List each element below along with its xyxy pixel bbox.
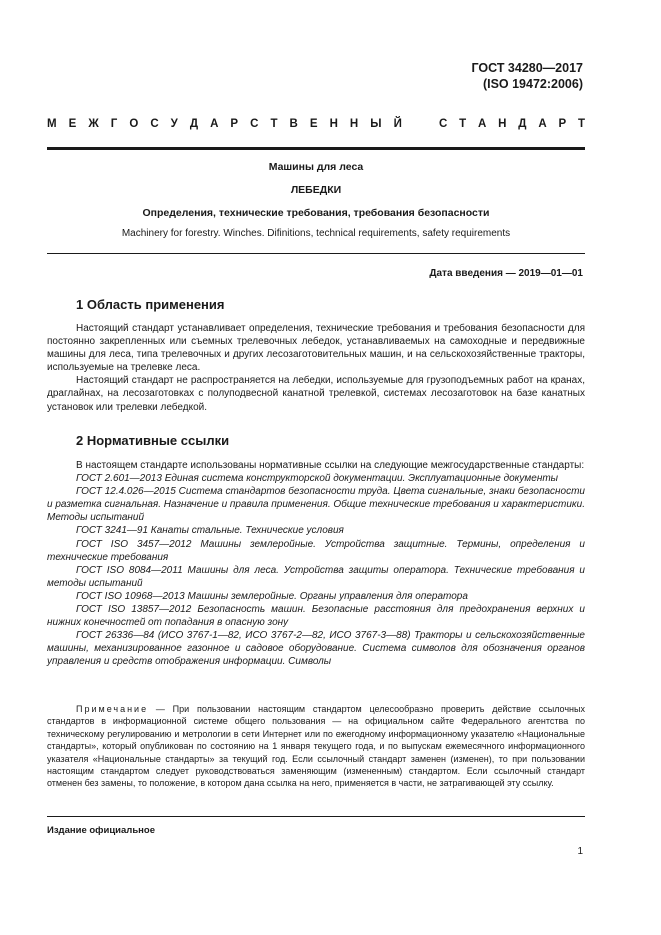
banner-letter: Е	[68, 118, 77, 130]
iso-number: (ISO 19472:2006)	[482, 77, 583, 91]
title-category: Машины для леса	[268, 161, 364, 173]
note-label: Примечание	[76, 704, 149, 714]
banner-letter: Д	[518, 118, 527, 130]
banner-letter: А	[538, 118, 547, 130]
banner-letter: У	[170, 118, 178, 130]
title-english: Machinery for forestry. Winches. Difinitions, technical requirements, safety requirements	[121, 228, 511, 239]
reference-item: ГОСТ ISO 8084—2011 Машины для леса. Устройства защиты оператора. Технические требования и методы испытаний	[47, 564, 585, 589]
document-number-block	[471, 60, 583, 92]
section-2-intro: В настоящем стандарте использованы нормативные ссылки на следующие межгосударственные стандарты:	[76, 460, 585, 471]
banner-word-interstate	[47, 118, 402, 130]
page-number: 1	[577, 846, 583, 857]
reference-item: ГОСТ ISO 10968—2013 Машины землеройные. Органы управления для оператора	[76, 590, 468, 602]
banner-word-standard	[439, 118, 585, 130]
banner-letter: Ж	[88, 118, 99, 130]
section-1-heading: 1 Область применения	[76, 297, 225, 312]
titles-divider	[47, 253, 585, 254]
banner-letter: С	[439, 118, 448, 130]
banner-letter: О	[129, 118, 139, 130]
standard-type-banner	[47, 118, 585, 130]
banner-letter: М	[47, 118, 57, 130]
title-subtitle: Определения, технические требования, требования безопасности	[142, 207, 490, 219]
section-1-paragraph-1: Настоящий стандарт устанавливает определения, технические требования и требования безопасности для постоянно закрепленных или съемных трелевочных лебедок, устанавливаемых на самоходные и передвижные машины для леса, типа трелевочных и других лесозаготовительных машин, и на сельскохозяйственные тракторы, используемые на трелевке леса.	[47, 323, 585, 374]
reference-item: ГОСТ ISO 13857—2012 Безопасность машин. Безопасные расстояния для предохранения верхних и нижних конечностей от попадания в опасную зону	[47, 604, 585, 629]
title-name: ЛЕБЕДКИ	[290, 184, 342, 196]
reference-item: ГОСТ ISO 3457—2012 Машины землеройные. Устройства защитные. Термины, определения и технические требования	[47, 538, 585, 563]
reference-item: ГОСТ 2.601—2013 Единая система конструкторской документации. Эксплуатационные документы	[76, 473, 559, 485]
section-2-heading: 2 Нормативные ссылки	[76, 433, 230, 448]
banner-letter: А	[210, 118, 219, 130]
reference-item: ГОСТ 12.4.026—2015 Система стандартов безопасности труда. Цвета сигнальные, знаки безопасности и разметка сигнальная. Назначение и правила применения. Общие технические требования и характеристики. Методы испытаний	[47, 486, 585, 524]
banner-letter: В	[289, 118, 298, 130]
banner-letter: Т	[577, 118, 585, 130]
header-divider-thick	[47, 147, 585, 150]
reference-item: ГОСТ 26336—84 (ИСО 3767-1—82, ИСО 3767-2—82, ИСО 3767-3—88) Тракторы и сельскохозяйственные машины, механизированное газонное и садовое оборудование. Система символов для обозначения органов управления и средств отображения информации. Символы	[47, 630, 585, 668]
official-edition-label: Издание официальное	[47, 825, 155, 836]
reference-item: ГОСТ 3241—91 Канаты стальные. Технические условия	[76, 525, 344, 537]
banner-letter: Г	[110, 118, 118, 130]
reference-note	[47, 703, 585, 790]
banner-letter: Р	[230, 118, 239, 130]
section-1-paragraph-2: Настоящий стандарт не распространяется на лебедки, используемые для грузоподъемных работ на кранах, драглайнах, на лесозаготовках с полуподвесной канатной трелевкой, системах лесозаготовок на базе канатных установок или трелевки лебедкой.	[47, 375, 585, 413]
banner-letter: Н	[498, 118, 507, 130]
banner-letter: Н	[329, 118, 338, 130]
banner-letter: Н	[349, 118, 359, 130]
banner-letter: Т	[270, 118, 278, 130]
banner-letter: Р	[558, 118, 567, 130]
banner-letter: С	[250, 118, 259, 130]
banner-letter: Е	[309, 118, 318, 130]
footer-divider	[47, 816, 585, 817]
banner-letter: Ы	[370, 118, 382, 130]
banner-letter: Й	[393, 118, 402, 130]
section-1-body	[47, 322, 585, 414]
note-text: — При пользовании настоящим стандартом целесообразно проверить действие ссылочных стандартов в информационной системе общего пользования — на официальном сайте Федерального агентства по техническому регулированию и метрологии в сети Интернет или по ежегодному информационному указателю «Национальные стандарты», который опубликован по состоянию на 1 января текущего года, и по выпускам ежемесячного информационного указателя «Национальные стандарты» за текущий год. Если ссылочный стандарт заменен (изменен), то при пользовании настоящим стандартом следует руководствоваться заменяющим (измененным) стандартом. Если ссылочный стандарт отменен без замены, то положение, в котором дана ссылка на него, применяется в части, не затрагивающей эту ссылку.	[47, 704, 585, 789]
gost-number: ГОСТ 34280—2017	[471, 61, 583, 75]
banner-letter: Д	[189, 118, 199, 130]
section-2-body	[47, 459, 585, 669]
introduction-date: Дата введения — 2019—01—01	[429, 268, 583, 279]
banner-letter: Т	[459, 118, 467, 130]
banner-letter: С	[150, 118, 159, 130]
banner-letter: А	[478, 118, 487, 130]
